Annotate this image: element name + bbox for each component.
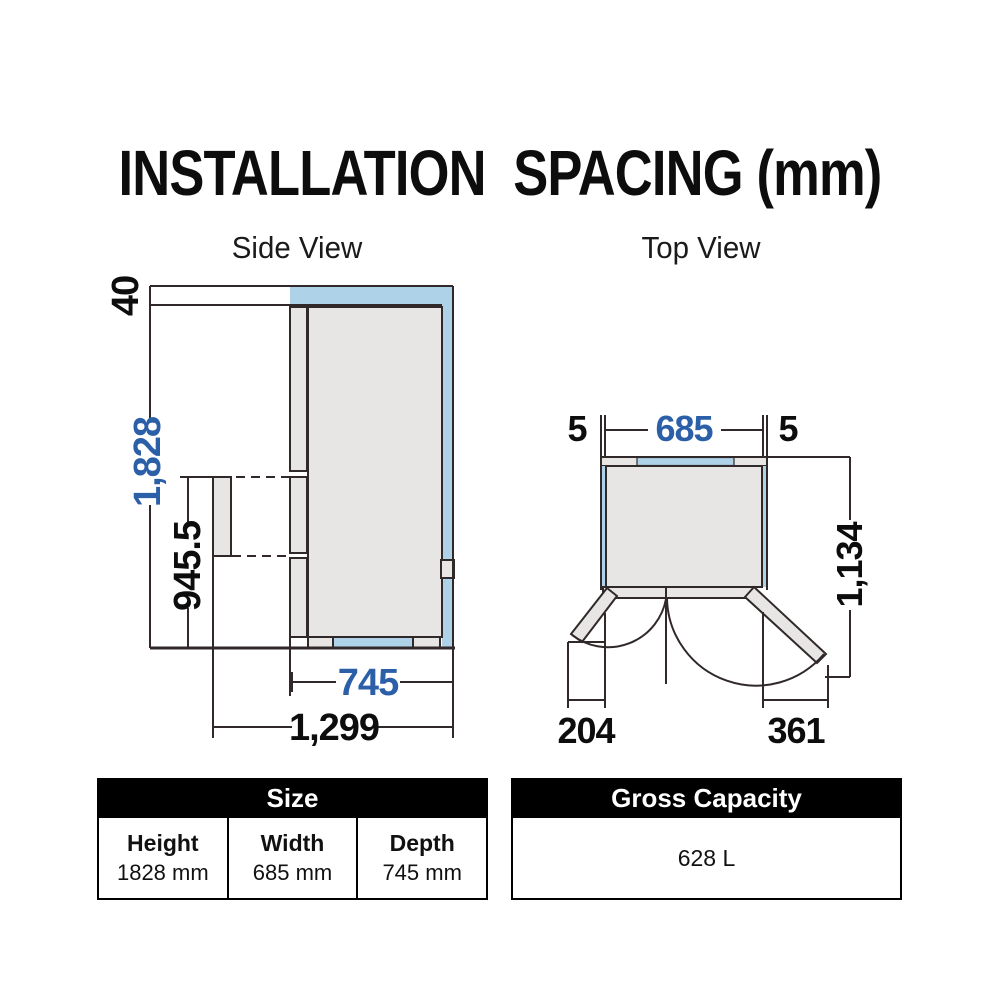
dim-left-door: 204 xyxy=(557,710,615,751)
base-block-front xyxy=(308,637,333,648)
fridge-door-upper xyxy=(290,307,307,471)
width-value: 685 mm xyxy=(252,860,333,885)
capacity-table xyxy=(511,778,902,900)
base-clearance-area xyxy=(333,637,413,648)
size-table-header: Size xyxy=(97,778,488,818)
dim-right-clearance: 5 xyxy=(778,408,798,449)
door-handle xyxy=(213,477,231,556)
side-view-label: Side View xyxy=(231,230,363,265)
size-table-body xyxy=(97,818,488,900)
capacity-value: 628 L xyxy=(677,844,736,871)
base-block-rear xyxy=(413,637,440,648)
page-title: INSTALLATION SPACING (mm) xyxy=(118,137,882,209)
side-view-diagram xyxy=(105,276,455,749)
dim-depth-clearance: 1,134 xyxy=(829,522,870,608)
dim-width: 685 xyxy=(655,408,713,449)
left-door-open xyxy=(571,588,617,642)
rear-clearance-strip xyxy=(637,458,734,466)
dim-total-depth: 1,299 xyxy=(288,707,380,749)
side-fridge xyxy=(213,307,454,648)
height-label: Height xyxy=(127,830,199,856)
rear-clearance-area xyxy=(442,287,453,648)
dim-right-door: 361 xyxy=(767,710,825,751)
height-value: 1828 mm xyxy=(116,860,209,885)
size-cell-depth xyxy=(356,818,486,898)
width-label: Width xyxy=(260,830,325,856)
top-view-label: Top View xyxy=(641,230,761,265)
doors-closed-band xyxy=(603,587,753,598)
size-cell-width xyxy=(227,818,357,898)
dim-partial-height: 945.5 xyxy=(167,520,209,612)
fridge-body-top xyxy=(606,466,762,587)
fridge-body-side xyxy=(308,307,442,637)
capacity-table-header: Gross Capacity xyxy=(511,778,902,818)
depth-value: 745 mm xyxy=(382,860,462,885)
fridge-door-middle xyxy=(290,477,307,553)
depth-label: Depth xyxy=(389,830,455,856)
dim-left-clearance: 5 xyxy=(567,408,587,449)
fridge-door-lower xyxy=(290,558,307,637)
size-cell-height xyxy=(99,818,227,898)
dim-depth: 745 xyxy=(337,662,399,704)
top-fridge xyxy=(571,466,826,663)
right-door-open xyxy=(745,587,826,663)
size-table xyxy=(97,778,488,900)
capacity-table-body xyxy=(511,818,902,900)
top-view-diagram xyxy=(557,408,870,751)
dim-top-clearance: 40 xyxy=(105,275,147,317)
top-clearance-area xyxy=(290,287,453,304)
capacity-cell xyxy=(513,818,900,898)
dim-height: 1,828 xyxy=(127,416,169,508)
